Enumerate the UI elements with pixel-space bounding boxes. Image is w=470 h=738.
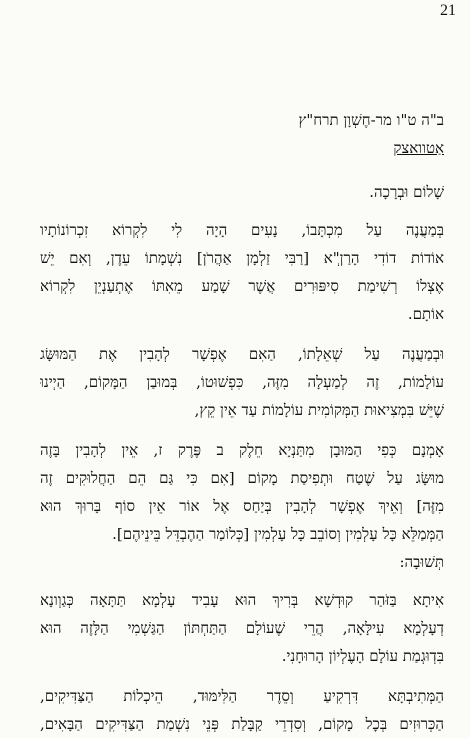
text-line: בְּמַעֲנֶה עַל מִכְתָּבוֹ, נָעִים הָיָה לִי לִקְרוֹא זִכְרוֹנוֹתָיו	[40, 221, 444, 239]
text-line: אוֹתָם.	[407, 305, 444, 323]
text-line: הַכְּרוּזִים בְּכׇל מָקוֹם, וְסִדְרֵי קַבָּלַת פְּנֵי נִשְׁמַת הַצַּדִּיקִים הַבָּאִים,	[40, 715, 444, 733]
letter-body	[40, 106, 444, 738]
date-line: ב"ה ט"ו מר-חֶשְׁוָן תרח"ץ	[298, 111, 444, 129]
paragraph	[40, 436, 444, 548]
text-line: וּבְמַעֲנֶה עַל שְׁאֵלָתוֹ, הַאִם אֶפְשָׁר לְהָבִין אֶת הַמּוּשָּׂג	[40, 345, 444, 363]
text-line: הַמְּתִיבְתָּא דִּרְקִיעַ וְסֵדֶר הַלִּימּוּד, הֵיכְלוֹת הַצַּדִּיקִים,	[40, 687, 444, 705]
text-line: אוֹדוֹת דוֹדִי הָרַןְ"א [רַבִּי זַלְמָן אַהֲרֹן] נִשְׁמָתוֹ עֵדֶן, וְאִם יֵשׁ	[40, 249, 444, 267]
text-line: שֶׁיֵּשׁ בִּמְצִיאוּת הַמְּקוֹמִית עוֹלָמוֹת עַד אֵין קֵץ,	[194, 401, 444, 419]
paragraph	[40, 216, 444, 328]
text-line: אֶצְלוֹ רְשִׁימַת סִיפּוּרִים אֲשֶׁר שָׁמַע מֵאִתּוֹ אֶתְעַנְיֵן לִקְרוֹא	[40, 277, 444, 295]
text-line: הַמְּמַלֵּא כָּל עָלְמִין וְסוֹבֵב כָּל עָלְמִין [כְּלוֹמַר הַהֶבְדֵּל בֵּינֵיהֶם].	[112, 525, 444, 543]
place-line: אַטוואצק	[393, 139, 444, 157]
text-line: מִזֶּה] וְאֵיךְ אֶפְשָׁר לְהָבִין בְּיַחַס אֶל אוֹר אֵין סוֹף בָּרוּךְ הוּא	[40, 497, 444, 515]
greeting: שָׁלוֹם וּבְרָכָה.	[369, 183, 444, 201]
paragraph	[40, 548, 444, 576]
paragraph	[40, 340, 444, 424]
page-number: 21	[440, 2, 456, 19]
text-line: עוֹלָמוֹת, זֶה לְמַעְלָה מִזֶּה, כִּפְשׁוּטוֹ, בְּמוּבַן הַמָּקוֹם, הַיְינוּ	[40, 373, 444, 391]
text-line: מוּשָּׂג עַל שֶׁטַח וּתְפִיסַת מָקוֹם [אִם כִּי גַּם הֵם הַחֲלוּקִים זֶה	[40, 469, 444, 487]
answer-heading: תְּשׁוּבָה:	[399, 553, 444, 571]
text-line: אִיתָא בַּזֹּהַר קוּדְשָׁא בְּרִיךְ הוּא עָבִיד עָלְמָא תַּתָּאָה כְּגַוְונָא	[40, 591, 444, 609]
paragraph	[40, 682, 444, 738]
text-line: דְעָלְמָא עִילָּאָה, הֲרֵי שֶׁעוֹלָם הַתַּחְתּוֹן הַגַּשְׁמִי הַלָּזֶה הוּא	[40, 619, 444, 637]
text-line: אָמְנָם כְּפִי הַמּוּבָן מִתַּנְיָא חֵלֶק ב פֶּרֶק ז, אֵין לְהָבִין בָּזֶה	[40, 441, 444, 459]
paragraph	[40, 586, 444, 670]
text-line: בִּדְוּגְמַת עוֹלָם הָעֶלְיוֹן הָרוּחָנִי.	[281, 647, 444, 665]
